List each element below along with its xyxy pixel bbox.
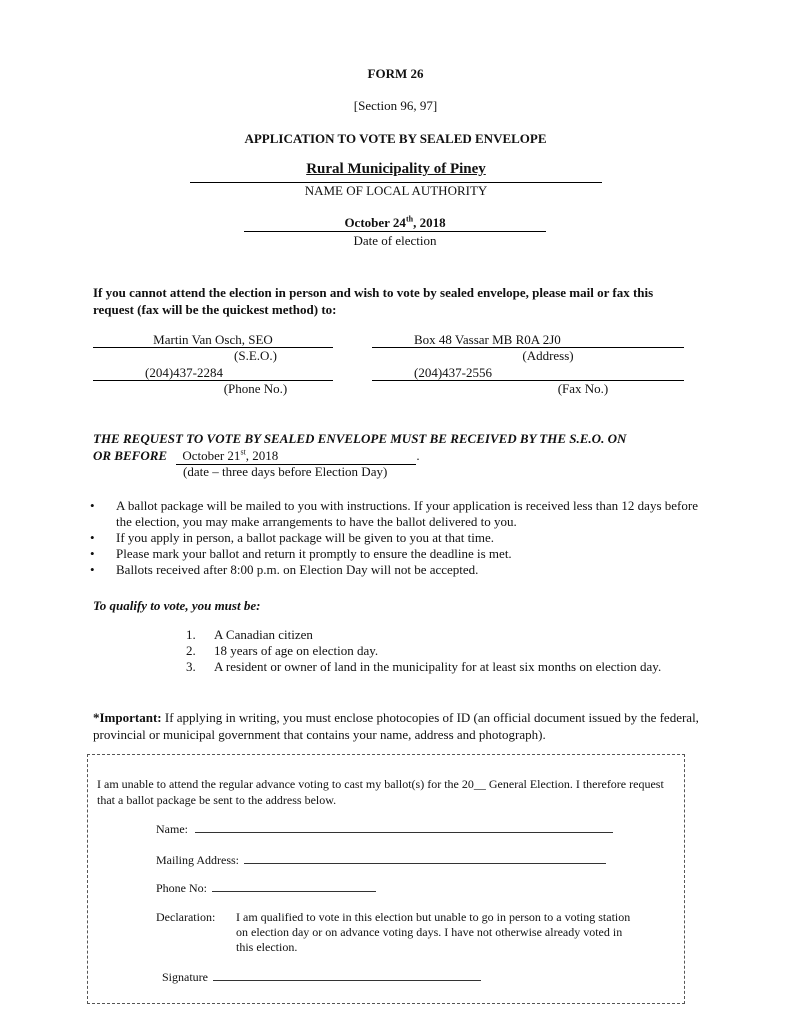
authority-value: Rural Municipality of Piney xyxy=(306,161,486,177)
name-row xyxy=(156,820,613,837)
fax-field xyxy=(372,365,684,397)
seo-caption: (S.E.O.) xyxy=(234,348,277,363)
signature-label: Signature xyxy=(162,970,208,984)
mailing-address-input[interactable] xyxy=(244,851,606,864)
phone-caption: (Phone No.) xyxy=(223,381,288,396)
list-item: • If you apply in person, a ballot package will be given to you at that time. xyxy=(90,530,700,546)
name-label: Name: xyxy=(156,822,188,836)
mailing-address-label: Mailing Address: xyxy=(156,853,239,867)
phone-value: (204)437-2284 xyxy=(93,365,333,381)
list-item: • A ballot package will be mailed to you with instructions. If your application is received less than 12 days before the election, you may make arrangements to have the ballot delivered to you. xyxy=(90,498,700,530)
info-bullet-list xyxy=(90,498,700,578)
signature-input[interactable] xyxy=(213,968,481,981)
deadline-prefix: OR BEFORE xyxy=(93,448,168,463)
form-number: FORM 26 xyxy=(367,66,424,81)
important-label: *Important: xyxy=(93,710,162,725)
application-form-box xyxy=(87,754,685,1004)
declaration-text: I am qualified to vote in this election but unable to go in person to a voting station on election day or on advance voting days. I have not otherwise already voted in this election. xyxy=(236,910,631,954)
list-item: 2. 18 years of age on election day. xyxy=(186,643,379,658)
signature-row xyxy=(162,968,481,985)
name-input[interactable] xyxy=(195,820,613,833)
election-date-field xyxy=(244,214,546,249)
application-statement: I am unable to attend the regular advance voting to cast my ballot(s) for the 20__ General Election. I therefore request that a ballot package be sent to the address below. xyxy=(97,777,664,807)
qualification-list xyxy=(186,627,686,675)
address-field xyxy=(372,332,684,364)
election-date-value: October 24th, 2018 xyxy=(344,214,446,230)
instruction-text: If you cannot attend the election in person and wish to vote by sealed envelope, please mail or fax this request (fax will be the quickest method) to: xyxy=(93,285,654,317)
fax-value: (204)437-2556 xyxy=(372,365,684,381)
qualify-heading: To qualify to vote, you must be: xyxy=(93,598,261,613)
list-item: 3. A resident or owner of land in the municipality for at least six months on election day. xyxy=(186,659,662,674)
section-reference: [Section 96, 97] xyxy=(353,98,438,113)
important-text: If applying in writing, you must enclose photocopies of ID (an official document issued by the federal, provincial or municipal government that contains your name, address and photograph). xyxy=(93,710,699,742)
authority-caption: NAME OF LOCAL AUTHORITY xyxy=(304,183,488,198)
phone-label: Phone No: xyxy=(156,881,207,895)
important-note xyxy=(93,709,703,743)
phone-input[interactable] xyxy=(212,879,376,892)
address-value: Box 48 Vassar MB R0A 2J0 xyxy=(372,332,684,348)
mailing-address-row xyxy=(156,851,606,868)
phone-row xyxy=(156,879,376,896)
phone-field xyxy=(93,365,333,397)
list-item: 1. A Canadian citizen xyxy=(186,627,313,642)
deadline-line-1: THE REQUEST TO VOTE BY SEALED ENVELOPE MUST BE RECEIVED BY THE S.E.O. ON xyxy=(93,431,627,446)
form-title: APPLICATION TO VOTE BY SEALED ENVELOPE xyxy=(244,131,547,146)
seo-value: Martin Van Osch, SEO xyxy=(93,332,333,348)
declaration-label: Declaration: xyxy=(156,910,216,924)
list-item: • Please mark your ballot and return it promptly to ensure the deadline is met. xyxy=(90,546,700,562)
deadline-date-value: October 21st, 2018 xyxy=(176,447,416,465)
deadline-caption: (date – three days before Election Day) xyxy=(183,464,388,479)
list-item: • Ballots received after 8:00 p.m. on Election Day will not be accepted. xyxy=(90,562,700,578)
seo-field xyxy=(93,332,333,364)
fax-caption: (Fax No.) xyxy=(557,381,609,396)
authority-field xyxy=(190,160,602,199)
election-date-caption: Date of election xyxy=(353,233,437,248)
address-caption: (Address) xyxy=(522,348,574,363)
deadline-line-2: OR BEFORE October 21st, 2018 . xyxy=(93,447,420,463)
